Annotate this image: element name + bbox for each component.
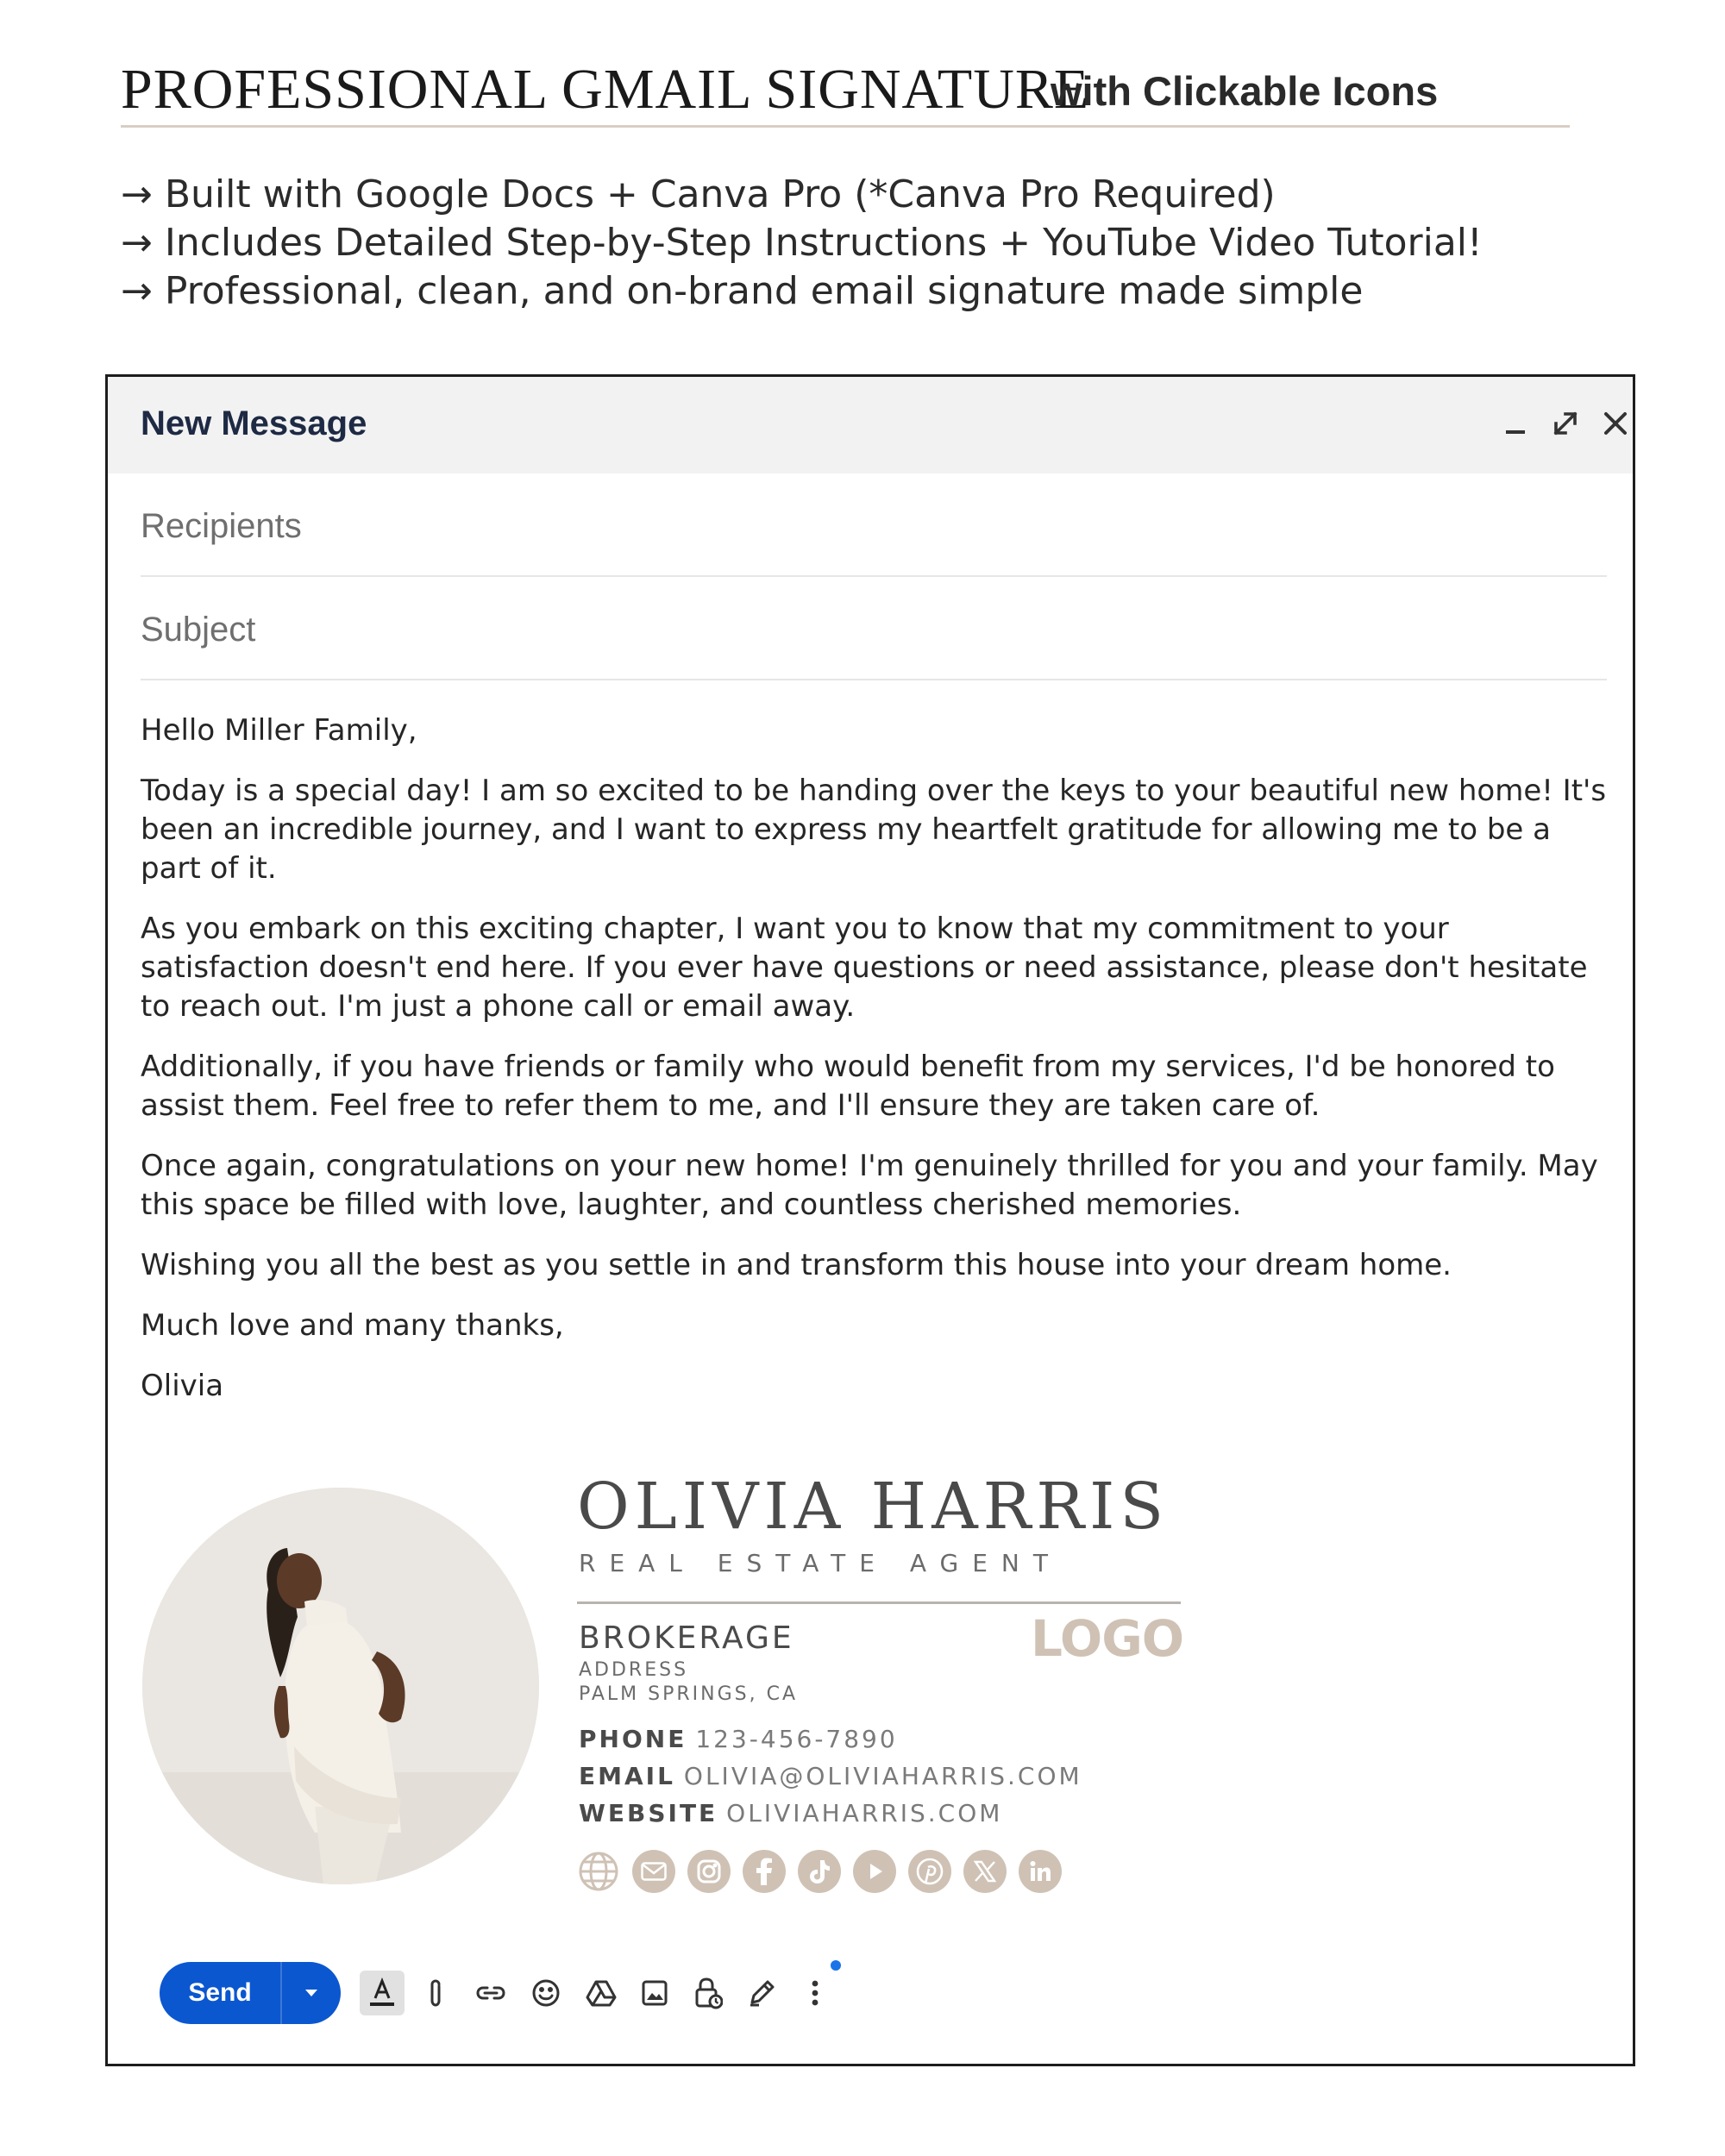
signature-email-line	[579, 1761, 1082, 1792]
compose-header	[108, 377, 1633, 473]
send-button-group	[160, 1962, 341, 2024]
body-paragraph: Additionally, if you have friends or family who would benefit from my services, I'd be honored to assist them. Feel free to refer them to me, and I'll ensure they are taken care of.	[141, 1050, 1555, 1123]
subject-placeholder: Subject	[141, 611, 256, 649]
email-value[interactable]: OLIVIA@OLIVIAHARRIS.COM	[683, 1762, 1082, 1790]
signature-phone-line	[579, 1724, 898, 1755]
drive-icon[interactable]	[579, 1971, 624, 2015]
recipients-placeholder: Recipients	[141, 507, 302, 545]
compose-title: New Message	[141, 404, 367, 442]
formatting-icon[interactable]	[360, 1971, 405, 2015]
social-icons	[577, 1850, 1062, 1896]
link-icon[interactable]	[468, 1971, 513, 2015]
body-paragraph: Olivia	[141, 1369, 224, 1403]
signature-logo: LOGO	[1031, 1609, 1184, 1668]
send-button[interactable]: Send	[160, 1962, 282, 2024]
expand-icon[interactable]	[1546, 403, 1584, 444]
signature-address: ADDRESS	[579, 1659, 689, 1681]
tiktok-icon[interactable]	[798, 1850, 841, 1893]
feature-item: → Includes Detailed Step-by-Step Instructions + YouTube Video Tutorial!	[121, 221, 1483, 265]
signature-city: PALM SPRINGS, CA	[579, 1683, 799, 1705]
feature-item: → Built with Google Docs + Canva Pro (*Canva Pro Required)	[121, 172, 1276, 216]
subject-field[interactable]	[141, 577, 1607, 680]
email-label: EMAIL	[579, 1762, 675, 1790]
instagram-icon[interactable]	[687, 1850, 731, 1893]
website-label: WEBSITE	[579, 1799, 718, 1827]
signature-pen-icon[interactable]	[739, 1971, 784, 2015]
emoji-icon[interactable]	[524, 1971, 568, 2015]
minimize-icon[interactable]	[1496, 403, 1534, 444]
close-icon[interactable]	[1596, 403, 1634, 444]
signature-brokerage: BROKERAGE	[579, 1620, 794, 1656]
pinterest-icon[interactable]	[908, 1850, 951, 1893]
chevron-down-icon	[304, 1988, 319, 1998]
website-value[interactable]: OLIVIAHARRIS.COM	[726, 1799, 1003, 1827]
page-subtitle: with Clickable Icons	[1051, 68, 1439, 114]
mail-icon[interactable]	[632, 1850, 675, 1893]
compose-window	[105, 374, 1635, 2066]
confidential-lock-icon[interactable]	[686, 1971, 731, 2015]
signature-role: REAL ESTATE AGENT	[579, 1549, 1062, 1577]
more-options-icon[interactable]	[793, 1971, 837, 2015]
linkedin-icon[interactable]	[1019, 1850, 1062, 1893]
page-heading	[121, 57, 1570, 128]
feature-list	[121, 171, 1587, 316]
body-paragraph: Once again, congratulations on your new home! I'm genuinely thrilled for you and your family. May this space be filled with love, laughter, and countless cherished memories.	[141, 1149, 1598, 1222]
body-paragraph: Wishing you all the best as you settle in and transform this house into your dream home.	[141, 1248, 1452, 1282]
signature-photo	[142, 1488, 539, 1884]
body-paragraph: Much love and many thanks,	[141, 1308, 564, 1343]
signature-name: OLIVIA HARRIS	[577, 1470, 1170, 1544]
image-icon[interactable]	[632, 1971, 677, 2015]
notification-dot	[831, 1960, 841, 1971]
message-body[interactable]	[141, 711, 1607, 1427]
send-options-dropdown[interactable]	[282, 1962, 341, 2024]
signature-divider	[577, 1601, 1181, 1604]
globe-icon[interactable]	[577, 1850, 620, 1893]
facebook-icon[interactable]	[743, 1850, 786, 1893]
phone-label: PHONE	[579, 1725, 687, 1753]
youtube-icon[interactable]	[853, 1850, 896, 1893]
page-title: PROFESSIONAL GMAIL SIGNATURE	[121, 58, 1090, 121]
body-paragraph: Today is a special day! I am so excited to be handing over the keys to your beautiful new home! It's been an incredible journey, and I want to express my heartfelt gratitude for allowing me to be a part of it.	[141, 774, 1607, 886]
x-icon[interactable]	[963, 1850, 1007, 1893]
signature-website-line	[579, 1798, 1002, 1829]
attach-icon[interactable]	[413, 1971, 458, 2015]
feature-item: → Professional, clean, and on-brand email signature made simple	[121, 269, 1364, 313]
body-paragraph: As you embark on this exciting chapter, I want you to know that my commitment to your satisfaction doesn't end here. If you ever have questions or need assistance, please don't hesitate to reach out. I'm just a phone call or email away.	[141, 912, 1588, 1024]
phone-value[interactable]: 123-456-7890	[695, 1725, 898, 1753]
body-paragraph: Hello Miller Family,	[141, 713, 417, 748]
recipients-field[interactable]	[141, 473, 1607, 577]
